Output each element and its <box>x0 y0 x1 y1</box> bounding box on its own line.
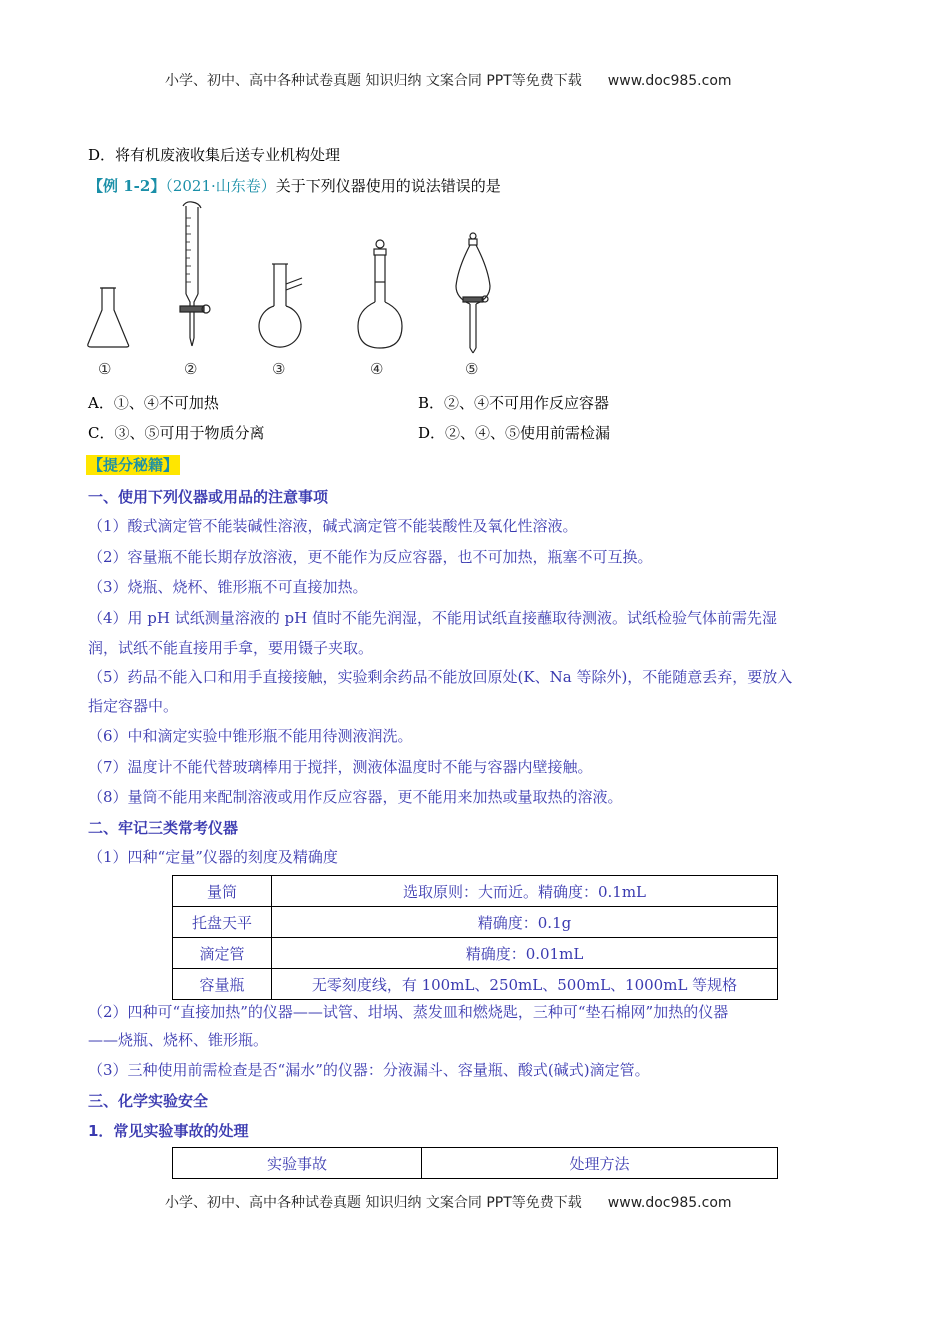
option-c: C．③、⑤可用于物质分离 <box>88 424 265 442</box>
instrument-label-4: ④ <box>370 360 384 378</box>
section1-item-8: （8）量筒不能用来配制溶液或用作反应容器，更不能用来加热或量取热的溶液。 <box>88 788 623 806</box>
instrument-label-2: ② <box>184 360 198 378</box>
table-cell-name: 滴定管 <box>173 938 272 969</box>
option-d: D．②、④、⑤使用前需检漏 <box>418 424 611 442</box>
section2-title: 二、牢记三类常考仪器 <box>88 819 239 837</box>
instrument-label-3: ③ <box>272 360 286 378</box>
option-b: B．②、④不可用作反应容器 <box>418 394 610 412</box>
table-row <box>173 969 778 1000</box>
header-site-link[interactable]: www.doc985.com <box>607 73 732 89</box>
distilling-flask-drawing <box>259 264 302 347</box>
instrument-label-5: ⑤ <box>465 360 479 378</box>
table-cell-desc: 无零刻度线，有 100mL、250mL、500mL、1000mL 等规格 <box>272 969 778 1000</box>
previous-option-d: D．将有机废液收集后送专业机构处理 <box>88 146 341 164</box>
example-question <box>88 176 501 196</box>
tip-title-text: 【提分秘籍】 <box>88 456 179 474</box>
section2-sub3: （3）三种使用前需检查是否“漏水”的仪器：分液漏斗、容量瓶、酸式(碱式)滴定管。 <box>88 1061 650 1079</box>
option-a: A．①、④不可加热 <box>88 394 219 412</box>
section1-item-4a: （4）用 pH 试纸测量溶液的 pH 值时不能先润湿，不能用试纸直接蘸取待测液。试纸检验气体前需先湿 <box>88 609 777 627</box>
header-text: 小学、初中、高中各种试卷真题 知识归纳 文案合同 PPT等免费下载 <box>165 73 582 89</box>
instrument-precision-table <box>172 875 778 1000</box>
table-row <box>173 907 778 938</box>
table-cell-desc: 选取原则：大而近。精确度：0.1mL <box>272 876 778 907</box>
table-cell-name: 量筒 <box>173 876 272 907</box>
section1-item-4b: 润，试纸不能直接用手拿，要用镊子夹取。 <box>88 639 374 657</box>
volumetric-flask-drawing <box>358 240 402 348</box>
page-footer <box>165 1192 732 1212</box>
footer-text: 小学、初中、高中各种试卷真题 知识归纳 文案合同 PPT等免费下载 <box>165 1195 582 1211</box>
section1-title: 一、使用下列仪器或用品的注意事项 <box>88 488 329 506</box>
conical-flask-drawing <box>88 288 129 347</box>
section1-item-2: （2）容量瓶不能长期存放溶液，更不能作为反应容器，也不可加热，瓶塞不可互换。 <box>88 548 653 566</box>
instruments-figure <box>80 198 520 383</box>
section1-item-7: （7）温度计不能代替玻璃棒用于搅拌，测液体温度时不能与容器内壁接触。 <box>88 758 593 776</box>
section2-sub2-line1: （2）四种可“直接加热”的仪器——试管、坩埚、蒸发皿和燃烧匙，三种可“垫石棉网”加热的仪器 <box>88 1003 729 1021</box>
separatory-funnel-drawing <box>456 233 490 353</box>
table-header-accident: 实验事故 <box>173 1148 422 1179</box>
table-row <box>173 938 778 969</box>
table-cell-name: 托盘天平 <box>173 907 272 938</box>
table-row <box>173 876 778 907</box>
section1-item-6: （6）中和滴定实验中锥形瓶不能用待测液润洗。 <box>88 727 413 745</box>
section3-title: 三、化学实验安全 <box>88 1092 209 1110</box>
tip-title <box>86 454 180 475</box>
section2-sub2-line2: ——烧瓶、烧杯、锥形瓶。 <box>88 1031 269 1049</box>
example-question-text: 关于下列仪器使用的说法错误的是 <box>275 177 501 195</box>
example-source: （2021·山东卷） <box>165 177 276 195</box>
table-cell-desc: 精确度：0.1g <box>272 907 778 938</box>
section2-sub1: （1）四种“定量”仪器的刻度及精确度 <box>88 848 338 866</box>
table-header-row <box>173 1148 778 1179</box>
table-header-method: 处理方法 <box>422 1148 778 1179</box>
table-cell-desc: 精确度：0.01mL <box>272 938 778 969</box>
section1-item-5b: 指定容器中。 <box>88 697 179 715</box>
burette-drawing <box>180 202 210 346</box>
example-label: 【例 1-2】 <box>88 177 166 195</box>
section1-item-5a: （5）药品不能入口和用手直接接触，实验剩余药品不能放回原处(K、Na 等除外)，不能随意丢弃，要放入 <box>88 668 793 686</box>
section1-item-3: （3）烧瓶、烧杯、锥形瓶不可直接加热。 <box>88 578 368 596</box>
table-cell-name: 容量瓶 <box>173 969 272 1000</box>
section1-item-1: （1）酸式滴定管不能装碱性溶液，碱式滴定管不能装酸性及氧化性溶液。 <box>88 517 578 535</box>
accident-table <box>172 1147 778 1179</box>
instrument-label-1: ① <box>98 360 112 378</box>
section3-sub1: 1．常见实验事故的处理 <box>88 1122 249 1140</box>
footer-site-link[interactable]: www.doc985.com <box>607 1195 732 1211</box>
page-header <box>165 70 732 90</box>
